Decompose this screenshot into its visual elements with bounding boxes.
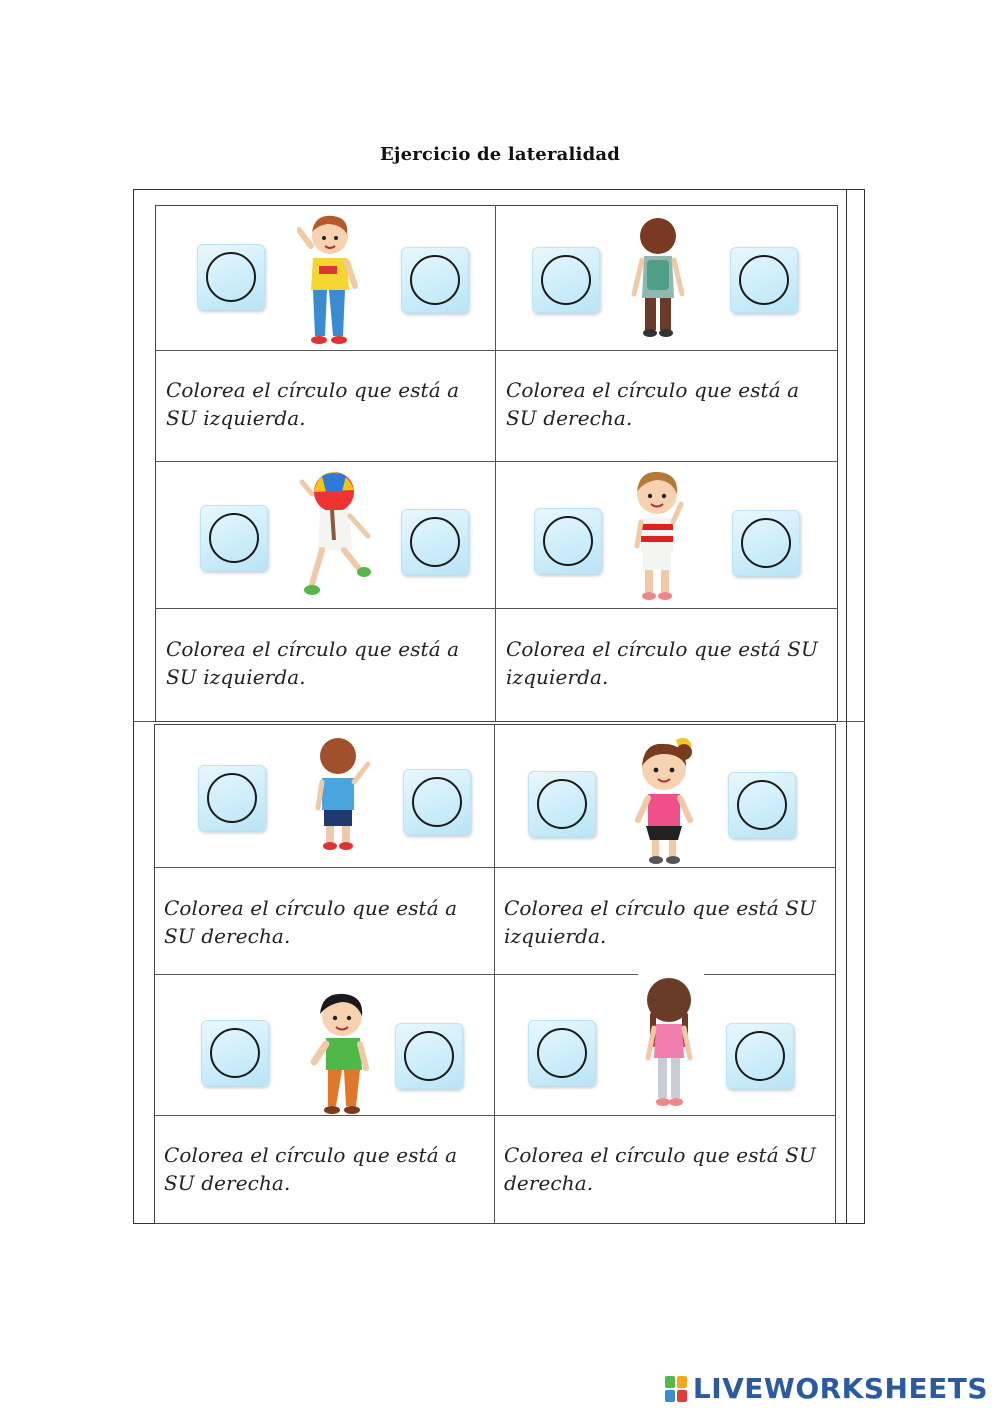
instruction-text: Colorea el círculo que está a SU derecha.	[164, 896, 458, 948]
left-circle-button[interactable]	[528, 771, 596, 837]
left-circle-button[interactable]	[534, 508, 602, 574]
right-circle-button[interactable]	[732, 510, 800, 576]
circle-target[interactable]	[209, 513, 259, 563]
circle-target[interactable]	[737, 780, 787, 830]
right-circle-button[interactable]	[401, 247, 469, 313]
left-circle-button[interactable]	[198, 765, 266, 831]
grid-divider	[154, 867, 836, 868]
liveworksheets-logo-icon	[665, 1376, 687, 1402]
liveworksheets-brand[interactable]	[665, 1372, 988, 1405]
left-circle-button[interactable]	[197, 244, 265, 310]
grid-divider	[154, 974, 836, 975]
instruction-text: Colorea el círculo que está a SU izquierda.	[166, 637, 460, 689]
circle-target[interactable]	[404, 1031, 454, 1081]
right-circle-button[interactable]	[403, 769, 471, 835]
circle-target[interactable]	[739, 255, 789, 305]
circle-target[interactable]	[206, 252, 256, 302]
circle-target[interactable]	[207, 773, 257, 823]
boy-front-thumbs-up-illustration	[306, 990, 372, 1116]
boy-back-waving-illustration	[314, 734, 374, 852]
instruction-text: Colorea el círculo que está SU izquierda.	[506, 637, 818, 689]
circle-target[interactable]	[210, 1028, 260, 1078]
left-circle-button[interactable]	[201, 1020, 269, 1086]
right-circle-button[interactable]	[395, 1023, 463, 1089]
right-circle-button[interactable]	[401, 509, 469, 575]
instruction-text: Colorea el círculo que está a SU izquierda.	[166, 378, 460, 430]
right-circle-button[interactable]	[726, 1023, 794, 1089]
brand-name: LIVEWORKSHEETS	[692, 1372, 988, 1405]
right-circle-button[interactable]	[730, 247, 798, 313]
left-circle-button[interactable]	[200, 505, 268, 571]
girl-back-braids-illustration	[638, 974, 700, 1110]
right-circle-button[interactable]	[728, 772, 796, 838]
circle-target[interactable]	[741, 518, 791, 568]
girl-front-thumbs-up-illustration	[630, 732, 700, 866]
left-circle-button[interactable]	[532, 247, 600, 313]
instruction-text: Colorea el círculo que está SU derecha.	[504, 1143, 816, 1195]
circle-target[interactable]	[537, 779, 587, 829]
child-back-cap-running-illustration	[298, 466, 378, 600]
circle-target[interactable]	[735, 1031, 785, 1081]
circle-target[interactable]	[412, 777, 462, 827]
circle-target[interactable]	[410, 517, 460, 567]
circle-target[interactable]	[410, 255, 460, 305]
grid-divider	[154, 1115, 836, 1116]
grid-divider	[495, 205, 496, 722]
boy-back-backpack-illustration	[630, 214, 686, 338]
instruction-text: Colorea el círculo que está a SU derecha.	[506, 378, 800, 430]
page-title: Ejercicio de lateralidad	[379, 144, 621, 165]
circle-target[interactable]	[543, 516, 593, 566]
grid-divider	[155, 608, 838, 609]
circle-target[interactable]	[537, 1028, 587, 1078]
circle-target[interactable]	[541, 255, 591, 305]
outer-frame-right-rule	[846, 189, 847, 1224]
left-circle-button[interactable]	[528, 1020, 596, 1086]
instruction-text: Colorea el círculo que está SU izquierda.	[504, 896, 816, 948]
grid-divider	[155, 350, 838, 351]
boy-front-red-shirt-illustration	[627, 466, 691, 604]
grid-divider	[155, 461, 838, 462]
boy-front-waving-illustration	[297, 210, 359, 348]
instruction-text: Colorea el círculo que está a SU derecha.	[164, 1143, 458, 1195]
